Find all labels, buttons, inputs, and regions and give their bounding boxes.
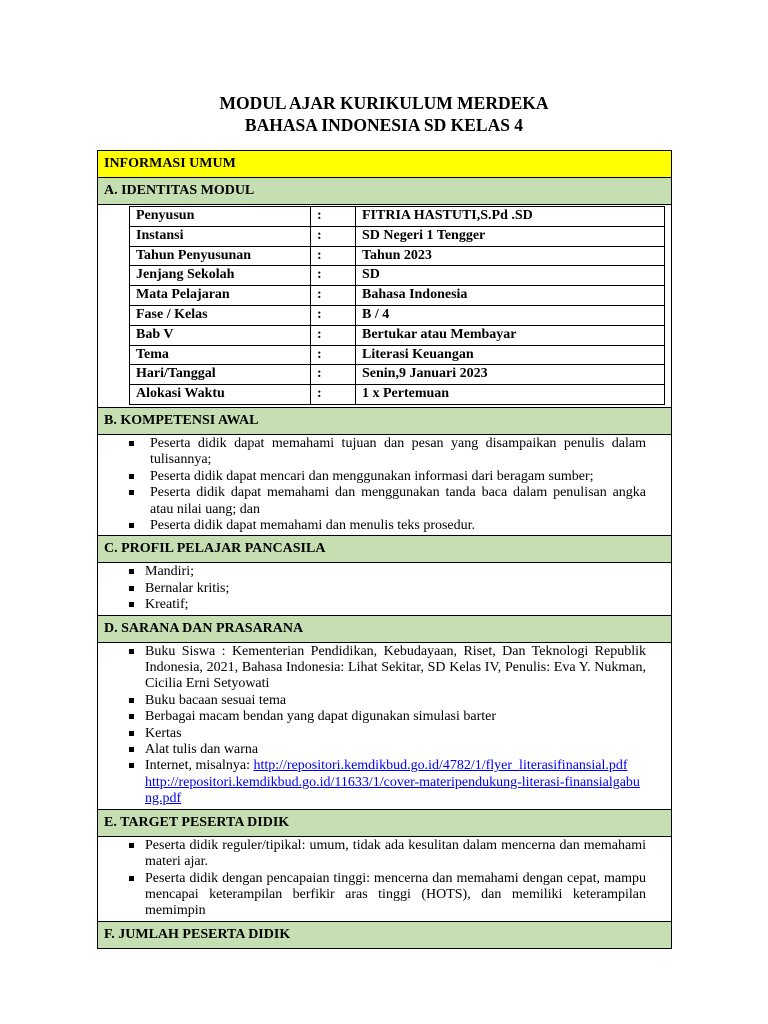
list-item: Peserta didik dapat memahami dan menulis teks prosedur.	[150, 518, 646, 534]
identitas-colon: :	[311, 286, 356, 306]
list-item: Kertas	[145, 726, 646, 742]
list-item: Berbagai macam bendan yang dapat digunakan simulasi barter	[145, 709, 646, 725]
target-list	[145, 838, 646, 920]
identitas-cell	[98, 205, 672, 408]
identitas-label: Tahun Penyusunan	[130, 246, 311, 266]
list-item: Bernalar kritis;	[145, 581, 646, 597]
identitas-value: SD Negeri 1 Tengger	[356, 226, 665, 246]
identitas-row	[130, 385, 665, 405]
list-item: Buku Siswa : Kementerian Pendidikan, Kebudayaan, Riset, Dan Teknologi Republik Indonesia, 2021, Bahasa Indonesia: Lihat Sekitar, SD Kelas IV, Penulis: Eva Y. Nukman, Cicilia Erni Setyowati	[145, 643, 646, 692]
identitas-label: Hari/Tanggal	[130, 365, 311, 385]
identitas-colon: :	[311, 246, 356, 266]
identitas-value: FITRIA HASTUTI,S.Pd .SD	[356, 207, 665, 227]
identitas-row	[130, 266, 665, 286]
identitas-row	[130, 246, 665, 266]
identitas-row	[130, 365, 665, 385]
identitas-row	[130, 207, 665, 227]
list-item: Kreatif;	[145, 597, 646, 613]
list-item: Mandiri;	[145, 564, 646, 580]
list-item: Alat tulis dan warna	[145, 742, 646, 758]
identitas-label: Fase / Kelas	[130, 305, 311, 325]
identitas-value: Literasi Keuangan	[356, 345, 665, 365]
list-item: Peserta didik dapat memahami dan menggunakan tanda baca dalam penulisan angka atau nilai uang; dan	[150, 485, 646, 517]
list-item: Peserta didik dengan pencapaian tinggi: mencerna dan memahami dengan cepat, mampu mencapai keterampilan berfikir aras tinggi (HOTS), dan memiliki keterampilan memimpin	[145, 870, 646, 919]
identitas-row	[130, 286, 665, 306]
list-item: Peserta didik dapat mencari dan menggunakan informasi dari beragam sumber;	[150, 469, 646, 485]
identitas-row	[130, 325, 665, 345]
identitas-label: Mata Pelajaran	[130, 286, 311, 306]
identitas-label: Alokasi Waktu	[130, 385, 311, 405]
title-line-2: BAHASA INDONESIA SD KELAS 4	[244, 115, 524, 135]
identitas-row	[130, 226, 665, 246]
identitas-value: B / 4	[356, 305, 665, 325]
section-kompetensi-awal: B. KOMPETENSI AWAL	[98, 407, 672, 434]
identitas-colon: :	[311, 385, 356, 405]
section-informasi-umum: INFORMASI UMUM	[98, 151, 672, 178]
profil-cell	[98, 563, 672, 615]
link-flyer-literasi[interactable]: http://repositori.kemdikbud.go.id/4782/1/flyer_literasifinansial.pdf	[253, 758, 628, 774]
identitas-label: Jenjang Sekolah	[130, 266, 311, 286]
module-table	[97, 150, 672, 949]
identitas-value: Bertukar atau Membayar	[356, 325, 665, 345]
identitas-value: SD	[356, 266, 665, 286]
section-jumlah-peserta: F. JUMLAH PESERTA DIDIK	[98, 921, 672, 948]
title-line-1: MODUL AJAR KURIKULUM MERDEKA	[219, 93, 549, 113]
identitas-label: Instansi	[130, 226, 311, 246]
identitas-colon: :	[311, 345, 356, 365]
identitas-colon: :	[311, 365, 356, 385]
profil-list	[145, 564, 646, 613]
kompetensi-cell	[98, 434, 672, 535]
identitas-label: Bab V	[130, 325, 311, 345]
list-item-internet	[145, 758, 646, 807]
list-item: Peserta didik reguler/tipikal: umum, tidak ada kesulitan dalam mencerna dan memahami materi ajar.	[145, 837, 646, 870]
target-cell	[98, 836, 672, 921]
identitas-value: Senin,9 Januari 2023	[356, 365, 665, 385]
list-item: Peserta didik dapat memahami tujuan dan pesan yang disampaikan penulis dalam tulisannya;	[150, 435, 646, 468]
kompetensi-list	[150, 436, 646, 534]
identitas-colon: :	[311, 226, 356, 246]
section-sarana-prasarana: D. SARANA DAN PRASARANA	[98, 615, 672, 642]
document-title	[0, 92, 768, 136]
identitas-colon: :	[311, 325, 356, 345]
identitas-row	[130, 345, 665, 365]
identitas-value: Tahun 2023	[356, 246, 665, 266]
sarana-cell	[98, 642, 672, 809]
section-identitas-modul: A. IDENTITAS MODUL	[98, 178, 672, 205]
identitas-label: Tema	[130, 345, 311, 365]
list-item: Buku bacaan sesuai tema	[145, 693, 646, 709]
identitas-label: Penyusun	[130, 207, 311, 227]
identitas-value: 1 x Pertemuan	[356, 385, 665, 405]
section-profil-pelajar: C. PROFIL PELAJAR PANCASILA	[98, 536, 672, 563]
link-cover-materi[interactable]: http://repositori.kemdikbud.go.id/11633/1/cover-materipendukung-literasi-finansialgabung.pdf	[145, 774, 640, 807]
identitas-colon: :	[311, 266, 356, 286]
identitas-value: Bahasa Indonesia	[356, 286, 665, 306]
section-target-peserta: E. TARGET PESERTA DIDIK	[98, 809, 672, 836]
identitas-colon: :	[311, 207, 356, 227]
identitas-colon: :	[311, 305, 356, 325]
sarana-list	[145, 644, 646, 808]
internet-prefix: Internet, misalnya:	[145, 758, 254, 774]
identitas-row	[130, 305, 665, 325]
identitas-table	[129, 206, 665, 405]
